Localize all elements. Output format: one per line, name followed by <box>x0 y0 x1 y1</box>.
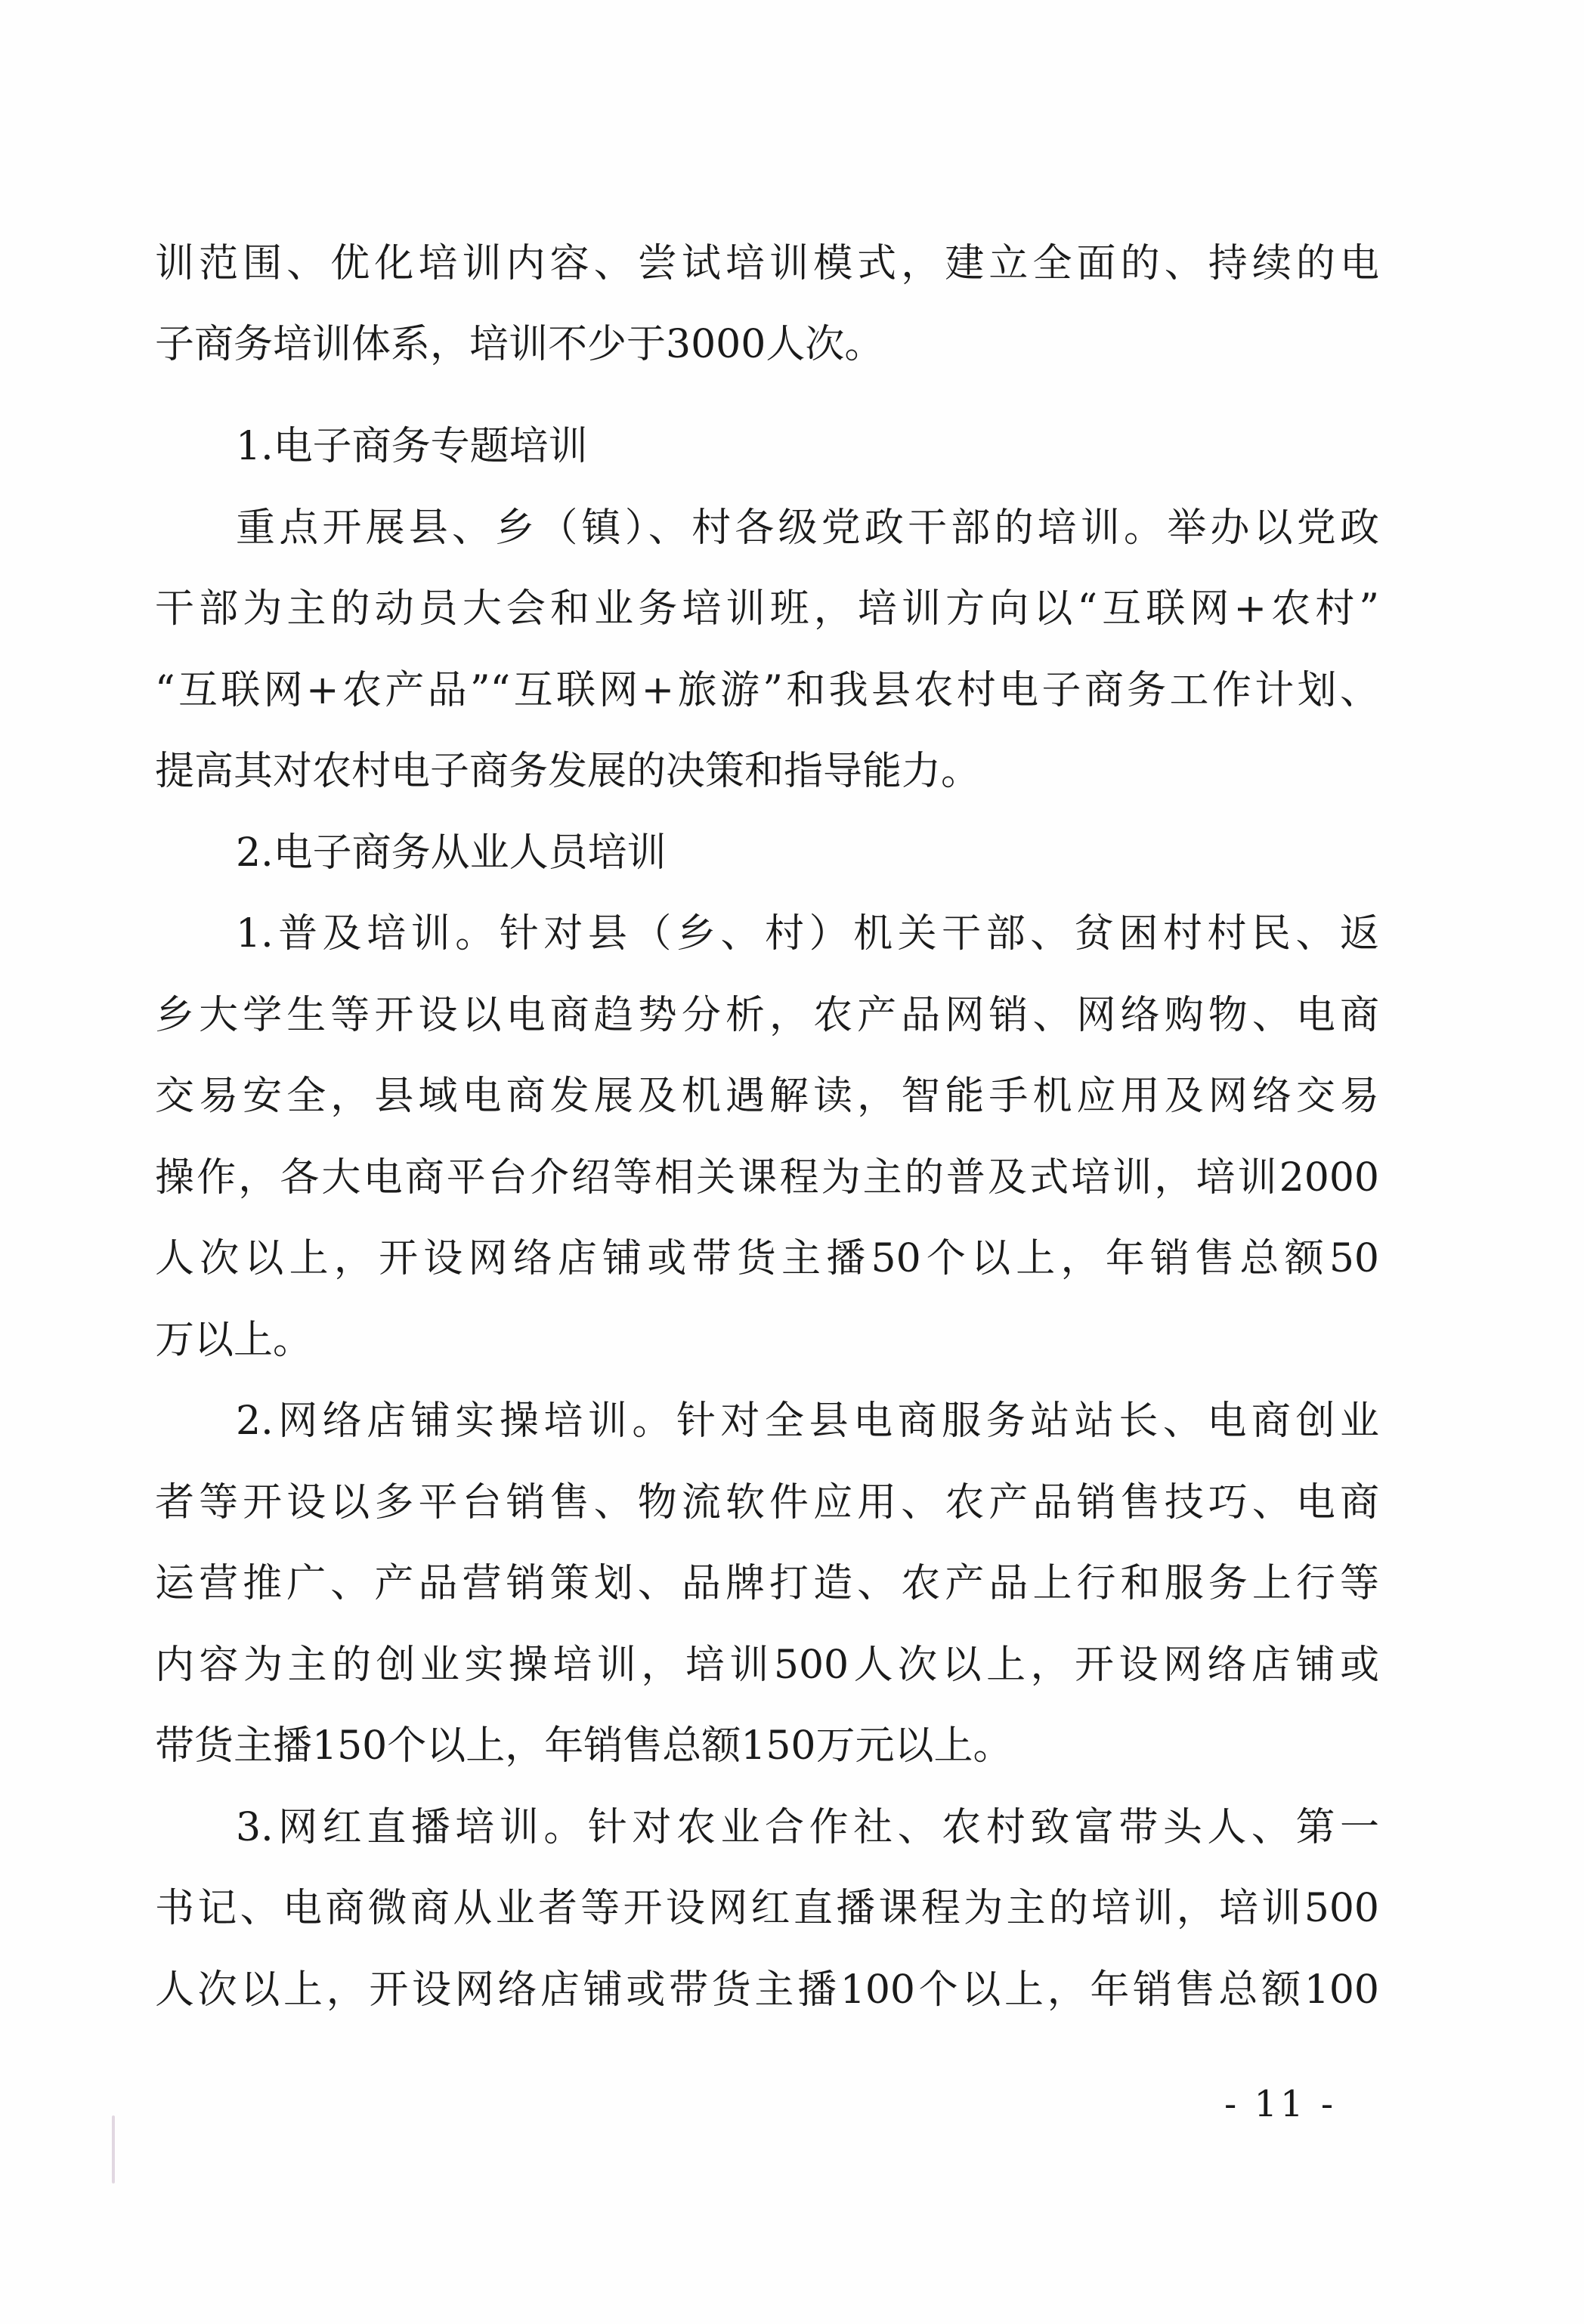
body-text-line: 者等开设以多平台销售、物流软件应用、农产品销售技巧、电商 <box>155 1480 1379 1525</box>
body-text-line: 书记、电商微商从业者等开设网红直播课程为主的培训，培训500 <box>155 1886 1379 1931</box>
section-heading: 1.电子商务专题培训 <box>236 424 588 469</box>
paragraph-first-line: 1.普及培训。针对县（乡、村）机关干部、贫困村村民、返 <box>236 911 1379 956</box>
body-text-line: 训范围、优化培训内容、尝试培训模式，建立全面的、持续的电 <box>155 241 1379 286</box>
body-text-line: 子商务培训体系，培训不少于3000人次。 <box>155 322 884 367</box>
body-text-line: “互联网+农产品”“互联网+旅游”和我县农村电子商务工作计划、 <box>155 668 1379 713</box>
body-text-line: 人次以上，开设网络店铺或带货主播50个以上，年销售总额50 <box>155 1236 1379 1281</box>
paragraph-first-line: 3.网红直播培训。针对农业合作社、农村致富带头人、第一 <box>236 1805 1379 1850</box>
body-text-line: 内容为主的创业实操培训，培训500人次以上，开设网络店铺或 <box>155 1643 1379 1688</box>
body-text-line: 万以上。 <box>155 1318 313 1363</box>
paragraph-first-line: 2.网络店铺实操培训。针对全县电商服务站站长、电商创业 <box>236 1398 1379 1444</box>
body-text-line: 操作，各大电商平台介绍等相关课程为主的普及式培训，培训2000 <box>155 1155 1379 1201</box>
section-heading: 2.电子商务从业人员培训 <box>236 830 667 876</box>
body-text-line: 带货主播150个以上，年销售总额150万元以上。 <box>155 1723 1013 1769</box>
body-text-line: 提高其对农村电子商务发展的决策和指导能力。 <box>155 749 981 794</box>
body-text-line: 人次以上，开设网络店铺或带货主播100个以上，年销售总额100 <box>155 1967 1379 2013</box>
paragraph-first-line: 重点开展县、乡（镇）、村各级党政干部的培训。举办以党政 <box>236 505 1379 551</box>
body-text-line: 乡大学生等开设以电商趋势分析，农产品网销、网络购物、电商 <box>155 993 1379 1038</box>
page-number: - 11 - <box>1224 2083 1337 2125</box>
body-text-line: 交易安全，县域电商发展及机遇解读，智能手机应用及网络交易 <box>155 1074 1379 1119</box>
body-text-line: 运营推广、产品营销策划、品牌打造、农产品上行和服务上行等 <box>155 1561 1379 1606</box>
body-text-line: 干部为主的动员大会和业务培训班，培训方向以“互联网+农村” <box>155 586 1379 632</box>
scan-edge-mark <box>112 2115 115 2183</box>
